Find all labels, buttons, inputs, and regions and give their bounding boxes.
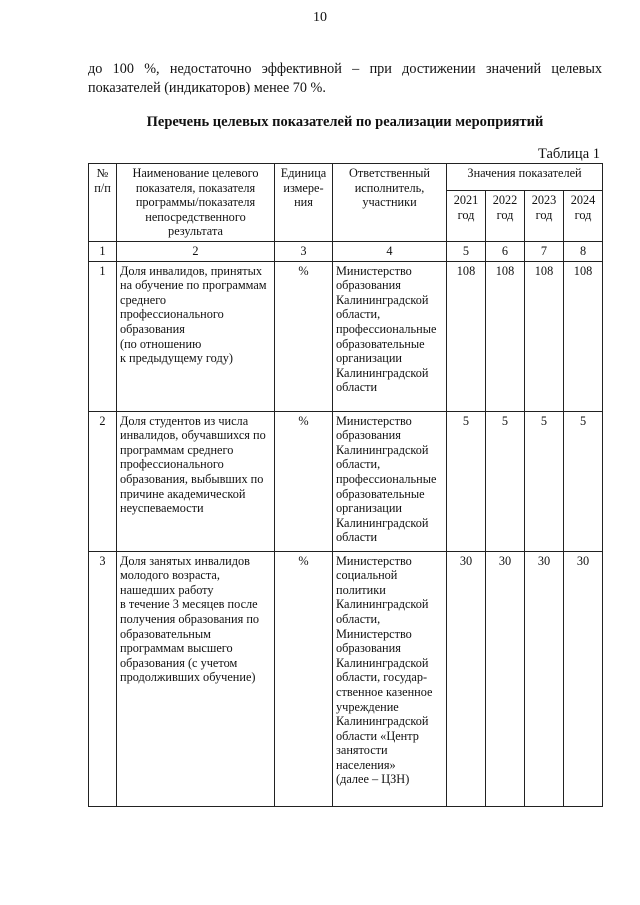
- header-indicator-name: Наименование целевого показателя, показателя программы/показателя непосредственного результата: [117, 164, 275, 242]
- header-num: № п/п: [89, 164, 117, 242]
- indicators-table: [88, 163, 603, 807]
- indicator-name: Доля инвалидов, принятых на обучение по программам среднего профессионального образования (по отношению к предыдущему году): [117, 261, 275, 411]
- row-number: 2: [89, 411, 117, 551]
- row-number: 1: [89, 261, 117, 411]
- header-values: Значения показателей: [447, 164, 603, 191]
- intro-paragraph: до 100 %, недостаточно эффективной – при достижении значений целевых показателей (индикаторов) менее 70 %.: [88, 61, 602, 96]
- unit: %: [275, 551, 333, 806]
- column-number: 2: [117, 241, 275, 261]
- value-2023: 30: [525, 551, 564, 806]
- column-number: 6: [486, 241, 525, 261]
- value-2023: 5: [525, 411, 564, 551]
- column-number: 3: [275, 241, 333, 261]
- column-number: 5: [447, 241, 486, 261]
- table-label: Таблица 1: [537, 146, 600, 162]
- column-number: 7: [525, 241, 564, 261]
- section-heading: Перечень целевых показателей по реализации мероприятий: [146, 114, 544, 130]
- unit: %: [275, 261, 333, 411]
- header-year-2022: 2022 год: [486, 191, 525, 242]
- row-number: 3: [89, 551, 117, 806]
- value-2022: 5: [486, 411, 525, 551]
- header-year-2021: 2021 год: [447, 191, 486, 242]
- value-2022: 108: [486, 261, 525, 411]
- indicator-name: Доля студентов из числа инвалидов, обучавшихся по программам среднего профессионального образования, выбывших по причине академической неуспеваемости: [117, 411, 275, 551]
- column-number: 8: [564, 241, 603, 261]
- page-number: 10: [313, 10, 327, 25]
- unit: %: [275, 411, 333, 551]
- table-row: [89, 551, 603, 806]
- value-2021: 30: [447, 551, 486, 806]
- header-year-2023: 2023 год: [525, 191, 564, 242]
- column-number: 1: [89, 241, 117, 261]
- header-year-2024: 2024 год: [564, 191, 603, 242]
- value-2023: 108: [525, 261, 564, 411]
- value-2024: 30: [564, 551, 603, 806]
- header-unit: Единица измере- ния: [275, 164, 333, 242]
- value-2024: 108: [564, 261, 603, 411]
- value-2022: 30: [486, 551, 525, 806]
- value-2024: 5: [564, 411, 603, 551]
- table-header-row: [89, 164, 603, 191]
- value-2021: 5: [447, 411, 486, 551]
- responsible: Министерство образования Калининградской области, профессиональные образовательные организации Калининградской области: [333, 261, 447, 411]
- header-responsible: Ответственный исполнитель, участники: [333, 164, 447, 242]
- table-row: [89, 261, 603, 411]
- value-2021: 108: [447, 261, 486, 411]
- table-row: [89, 411, 603, 551]
- indicator-name: Доля занятых инвалидов молодого возраста, нашедших работу в течение 3 месяцев после получения образования по образовательным программам высшего образования (с учетом продолживших обучение): [117, 551, 275, 806]
- column-number: 4: [333, 241, 447, 261]
- column-numbering-row: [89, 241, 603, 261]
- responsible: Министерство образования Калининградской области, профессиональные образовательные организации Калининградской области: [333, 411, 447, 551]
- responsible: Министерство социальной политики Калининградской области, Министерство образования Калининградской области, государ-ственное казенное учреждение Калининградской области «Центр занятости населения» (далее – ЦЗН): [333, 551, 447, 806]
